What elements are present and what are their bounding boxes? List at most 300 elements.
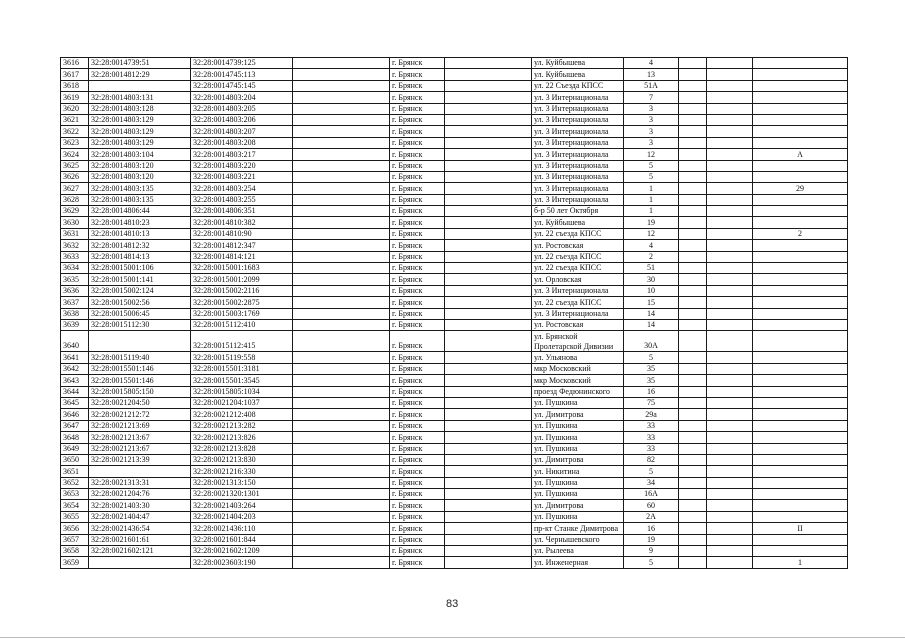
street: ул. Пушкина [532,511,624,522]
table-row [61,228,848,239]
empty-cell [445,126,532,137]
building-cadastral-number: 32:28:0014803:220 [191,160,293,171]
empty-cell [707,308,753,319]
row-number: 3649 [61,443,89,454]
table-row [61,160,848,171]
empty-cell [679,251,707,262]
street: ул. 3 Интернационала [532,194,624,205]
street: ул. 22 съезда КПСС [532,228,624,239]
house-number: 35 [624,363,679,374]
empty-cell [293,386,390,397]
row-number: 3640 [61,331,89,352]
house-number: 30А [624,331,679,352]
building-suffix [753,285,848,296]
table-row [61,274,848,285]
city: г. Брянск [390,534,445,545]
empty-cell [293,534,390,545]
row-number: 3629 [61,206,89,217]
table-row [61,432,848,443]
row-number: 3620 [61,103,89,114]
house-number: 15 [624,297,679,308]
row-number: 3627 [61,183,89,194]
row-number: 3646 [61,409,89,420]
table-row [61,397,848,408]
row-number: 3647 [61,420,89,431]
building-cadastral-number: 32:28:0021213:282 [191,420,293,431]
building-cadastral-number: 32:28:0021313:150 [191,477,293,488]
empty-cell [707,217,753,228]
empty-cell [679,149,707,160]
building-cadastral-number: 32:28:0015112:415 [191,331,293,352]
street: ул. Ростовская [532,319,624,330]
empty-cell [293,409,390,420]
empty-cell [679,375,707,386]
empty-cell [445,500,532,511]
building-cadastral-number: 32:28:0015112:410 [191,319,293,330]
house-number: 16А [624,489,679,500]
empty-cell [293,319,390,330]
empty-cell [293,114,390,125]
building-cadastral-number: 32:28:0014806:351 [191,206,293,217]
empty-cell [293,103,390,114]
building-cadastral-number: 32:28:0014803:206 [191,114,293,125]
row-number: 3617 [61,69,89,80]
table-row [61,92,848,103]
empty-cell [293,285,390,296]
building-cadastral-number: 32:28:0014814:121 [191,251,293,262]
empty-cell [679,397,707,408]
row-number: 3623 [61,137,89,148]
city: г. Брянск [390,443,445,454]
table-row [61,534,848,545]
empty-cell [707,285,753,296]
city: г. Брянск [390,126,445,137]
empty-cell [293,511,390,522]
building-cadastral-number: 32:28:0021212:408 [191,409,293,420]
empty-cell [293,454,390,465]
street: ул. Никитина [532,466,624,477]
empty-cell [445,228,532,239]
land-cadastral-number: 32:28:0021403:30 [89,500,191,511]
land-cadastral-number: 32:28:0014803:128 [89,103,191,114]
building-cadastral-number: 32:28:0021602:1209 [191,546,293,557]
table-row [61,489,848,500]
empty-cell [679,297,707,308]
house-number: 19 [624,217,679,228]
table-row [61,126,848,137]
house-number: 9 [624,546,679,557]
city: г. Брянск [390,454,445,465]
empty-cell [293,375,390,386]
empty-cell [293,92,390,103]
city: г. Брянск [390,114,445,125]
land-cadastral-number: 32:28:0015001:106 [89,263,191,274]
land-cadastral-number: 32:28:0021213:67 [89,432,191,443]
street: мкр Московский [532,363,624,374]
house-number: 3 [624,114,679,125]
building-cadastral-number: 32:28:0021436:110 [191,523,293,534]
table-row [61,217,848,228]
land-cadastral-number: 32:28:0014803:135 [89,183,191,194]
empty-cell [679,466,707,477]
register-table [60,57,848,569]
house-number: 30 [624,274,679,285]
building-suffix [753,217,848,228]
house-number: 5 [624,160,679,171]
row-number: 3644 [61,386,89,397]
empty-cell [707,228,753,239]
city: г. Брянск [390,274,445,285]
empty-cell [293,477,390,488]
house-number: 60 [624,500,679,511]
empty-cell [679,331,707,352]
building-suffix [753,194,848,205]
city: г. Брянск [390,546,445,557]
house-number: 35 [624,375,679,386]
row-number: 3618 [61,80,89,91]
empty-cell [679,443,707,454]
land-cadastral-number: 32:28:0015002:124 [89,285,191,296]
empty-cell [679,171,707,182]
city: г. Брянск [390,308,445,319]
empty-cell [293,466,390,477]
house-number: 13 [624,69,679,80]
empty-cell [679,363,707,374]
empty-cell [445,386,532,397]
empty-cell [707,263,753,274]
empty-cell [679,477,707,488]
street: ул. Димитрова [532,409,624,420]
empty-cell [707,240,753,251]
city: г. Брянск [390,409,445,420]
building-cadastral-number: 32:28:0021213:826 [191,432,293,443]
empty-cell [445,331,532,352]
land-cadastral-number: 32:28:0015006:45 [89,308,191,319]
empty-cell [707,137,753,148]
city: г. Брянск [390,297,445,308]
row-number: 3638 [61,308,89,319]
building-suffix [753,69,848,80]
empty-cell [679,206,707,217]
street: пр-кт Станке Димитрова [532,523,624,534]
row-number: 3651 [61,466,89,477]
building-cadastral-number: 32:28:0021403:264 [191,500,293,511]
building-suffix [753,500,848,511]
empty-cell [707,511,753,522]
house-number: 5 [624,466,679,477]
building-suffix [753,114,848,125]
empty-cell [445,443,532,454]
empty-cell [445,217,532,228]
street: ул. Инженерная [532,557,624,568]
empty-cell [445,160,532,171]
row-number: 3658 [61,546,89,557]
land-cadastral-number: 32:28:0014803:129 [89,126,191,137]
city: г. Брянск [390,420,445,431]
empty-cell [679,285,707,296]
building-cadastral-number: 32:28:0021404:203 [191,511,293,522]
building-suffix [753,454,848,465]
empty-cell [293,263,390,274]
empty-cell [445,194,532,205]
city: г. Брянск [390,352,445,363]
building-cadastral-number: 32:28:0014803:204 [191,92,293,103]
empty-cell [707,375,753,386]
street: ул. Пушкина [532,432,624,443]
empty-cell [293,523,390,534]
street: ул. 3 Интернационала [532,171,624,182]
street: ул. Ульянова [532,352,624,363]
building-cadastral-number: 32:28:0023603:190 [191,557,293,568]
building-suffix [753,331,848,352]
empty-cell [707,149,753,160]
street: ул. 3 Интернационала [532,103,624,114]
city: г. Брянск [390,500,445,511]
city: г. Брянск [390,92,445,103]
land-cadastral-number [89,557,191,568]
building-cadastral-number: 32:28:0014803:254 [191,183,293,194]
empty-cell [445,171,532,182]
page-number: 83 [446,598,459,610]
city: г. Брянск [390,263,445,274]
row-number: 3652 [61,477,89,488]
house-number: 16 [624,386,679,397]
row-number: 3645 [61,397,89,408]
building-suffix [753,319,848,330]
street: ул. 3 Интернационала [532,114,624,125]
row-number: 3641 [61,352,89,363]
land-cadastral-number: 32:28:0021213:69 [89,420,191,431]
page-bottom-edge [0,637,905,638]
house-number: 51А [624,80,679,91]
building-cadastral-number: 32:28:0014803:208 [191,137,293,148]
empty-cell [679,126,707,137]
table-row [61,363,848,374]
empty-cell [445,308,532,319]
table-row [61,58,848,69]
house-number: 2 [624,251,679,262]
empty-cell [293,240,390,251]
land-cadastral-number: 32:28:0021204:50 [89,397,191,408]
empty-cell [679,228,707,239]
street: ул. Чернышевского [532,534,624,545]
row-number: 3639 [61,319,89,330]
empty-cell [293,126,390,137]
empty-cell [679,546,707,557]
city: г. Брянск [390,217,445,228]
empty-cell [445,523,532,534]
street: ул. Куйбышева [532,58,624,69]
empty-cell [707,297,753,308]
row-number: 3621 [61,114,89,125]
empty-cell [445,432,532,443]
empty-cell [293,500,390,511]
building-suffix [753,137,848,148]
land-cadastral-number: 32:28:0021601:61 [89,534,191,545]
land-cadastral-number: 32:28:0021213:39 [89,454,191,465]
empty-cell [445,137,532,148]
land-cadastral-number: 32:28:0014814:13 [89,251,191,262]
table-row [61,240,848,251]
street: ул. Брянской Пролетарской Дивизии [532,331,624,352]
street: ул. Димитрова [532,500,624,511]
building-cadastral-number: 32:28:0015002:2875 [191,297,293,308]
empty-cell [679,319,707,330]
table-row [61,263,848,274]
empty-cell [679,557,707,568]
house-number: 2А [624,511,679,522]
empty-cell [445,397,532,408]
empty-cell [707,69,753,80]
row-number: 3632 [61,240,89,251]
street: ул. 22 Съезда КПСС [532,80,624,91]
empty-cell [293,194,390,205]
row-number: 3628 [61,194,89,205]
building-suffix [753,80,848,91]
house-number: 14 [624,308,679,319]
empty-cell [707,114,753,125]
empty-cell [445,477,532,488]
empty-cell [707,432,753,443]
building-suffix [753,251,848,262]
land-cadastral-number: 32:28:0014803:120 [89,160,191,171]
empty-cell [445,183,532,194]
empty-cell [679,160,707,171]
empty-cell [293,149,390,160]
building-suffix [753,103,848,114]
empty-cell [679,137,707,148]
land-cadastral-number: 32:28:0021436:54 [89,523,191,534]
house-number: 19 [624,534,679,545]
street: ул. 22 съезда КПСС [532,297,624,308]
building-suffix [753,206,848,217]
house-number: 3 [624,137,679,148]
row-number: 3656 [61,523,89,534]
house-number: 10 [624,285,679,296]
table-row [61,137,848,148]
building-cadastral-number: 32:28:0015003:1769 [191,308,293,319]
land-cadastral-number: 32:28:0014739:51 [89,58,191,69]
house-number: 33 [624,432,679,443]
land-cadastral-number: 32:28:0014803:129 [89,137,191,148]
row-number: 3655 [61,511,89,522]
empty-cell [293,443,390,454]
empty-cell [679,432,707,443]
empty-cell [293,217,390,228]
empty-cell [707,420,753,431]
empty-cell [707,183,753,194]
building-cadastral-number: 32:28:0014803:221 [191,171,293,182]
empty-cell [445,409,532,420]
building-suffix [753,409,848,420]
land-cadastral-number: 32:28:0014812:29 [89,69,191,80]
city: г. Брянск [390,183,445,194]
row-number: 3637 [61,297,89,308]
empty-cell [679,523,707,534]
empty-cell [293,308,390,319]
empty-cell [445,58,532,69]
building-cadastral-number: 32:28:0014745:145 [191,80,293,91]
row-number: 3650 [61,454,89,465]
house-number: 12 [624,228,679,239]
row-number: 3619 [61,92,89,103]
house-number: 33 [624,420,679,431]
table-row [61,319,848,330]
building-cadastral-number: 32:28:0015001:1683 [191,263,293,274]
street: ул. 3 Интернационала [532,149,624,160]
table-row [61,420,848,431]
city: г. Брянск [390,58,445,69]
street: ул. 22 съезда КПСС [532,263,624,274]
row-number: 3636 [61,285,89,296]
empty-cell [293,171,390,182]
empty-cell [679,114,707,125]
row-number: 3643 [61,375,89,386]
table-row [61,375,848,386]
city: г. Брянск [390,489,445,500]
empty-cell [445,557,532,568]
building-cadastral-number: 32:28:0014810:90 [191,228,293,239]
city: г. Брянск [390,160,445,171]
empty-cell [293,80,390,91]
street: ул. Пушкина [532,477,624,488]
empty-cell [293,206,390,217]
empty-cell [707,454,753,465]
table-row [61,546,848,557]
empty-cell [707,92,753,103]
city: г. Брянск [390,171,445,182]
empty-cell [445,240,532,251]
building-cadastral-number: 32:28:0021204:1037 [191,397,293,408]
city: г. Брянск [390,80,445,91]
row-number: 3633 [61,251,89,262]
house-number: 51 [624,263,679,274]
street: ул. Рылеева [532,546,624,557]
land-cadastral-number: 32:28:0014803:104 [89,149,191,160]
empty-cell [445,352,532,363]
building-suffix [753,546,848,557]
empty-cell [445,206,532,217]
building-suffix [753,443,848,454]
building-cadastral-number: 32:28:0021213:830 [191,454,293,465]
empty-cell [679,58,707,69]
empty-cell [445,363,532,374]
table-row [61,500,848,511]
table-row [61,352,848,363]
street: б-р 50 лет Октября [532,206,624,217]
building-cadastral-number: 32:28:0015501:3545 [191,375,293,386]
building-suffix: 2 [753,228,848,239]
house-number: 5 [624,352,679,363]
land-cadastral-number: 32:28:0015001:141 [89,274,191,285]
building-suffix [753,386,848,397]
empty-cell [679,420,707,431]
row-number: 3642 [61,363,89,374]
building-suffix [753,126,848,137]
empty-cell [707,274,753,285]
empty-cell [293,297,390,308]
table-row [61,511,848,522]
empty-cell [293,352,390,363]
house-number: 33 [624,443,679,454]
street: ул. 3 Интернационала [532,126,624,137]
empty-cell [293,331,390,352]
empty-cell [445,466,532,477]
city: г. Брянск [390,523,445,534]
land-cadastral-number: 32:28:0015501:146 [89,363,191,374]
street: ул. 3 Интернационала [532,308,624,319]
empty-cell [445,420,532,431]
